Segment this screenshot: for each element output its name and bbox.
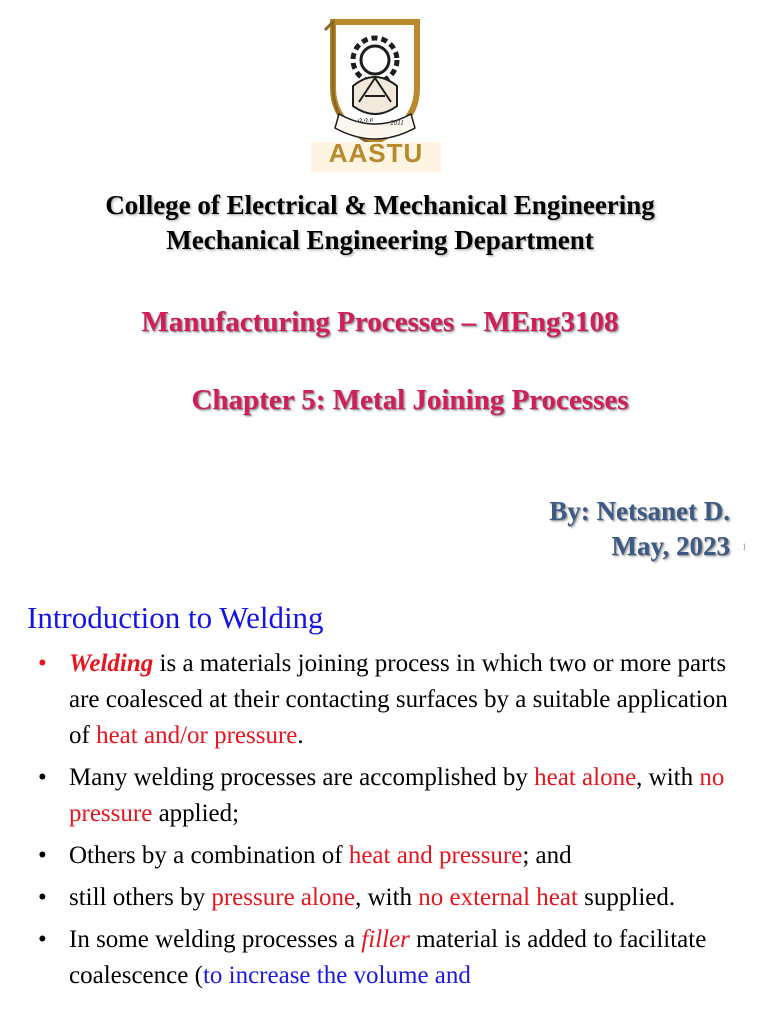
bullet-text: , with [355, 884, 419, 911]
highlight-text: no pressure [69, 764, 725, 827]
term: Welding [69, 650, 154, 677]
bullet-text: Many welding processes are accomplished by [69, 764, 535, 791]
slide-title: Introduction to Welding [27, 600, 324, 635]
bullet-marker: • [38, 884, 47, 911]
highlight-text: pressure alone [211, 884, 356, 911]
bullet-item [0, 880, 768, 916]
bullet-list [0, 646, 768, 1000]
highlight-text: no external heat [418, 884, 578, 911]
bullet-marker: • [38, 764, 47, 791]
logo-initials: ሳ.ሳ.ዩ [357, 116, 373, 124]
bullet-marker: • [38, 842, 47, 869]
intro-slide [0, 588, 768, 1024]
blue-text: to increase the volume and [202, 962, 471, 989]
college-name: College of Electrical & Mechanical Engineering [105, 190, 655, 220]
bullet-item [0, 838, 768, 874]
course-title: Manufacturing Processes – MEng3108 [141, 306, 619, 338]
bullet-marker: • [38, 926, 47, 953]
bullet-text: In some welding processes a [69, 926, 362, 953]
bullet-item [0, 922, 768, 994]
bullet-item [0, 760, 768, 832]
bullet-text: ; and [522, 842, 572, 869]
highlight-text: heat and/or pressure [96, 722, 298, 749]
department-name: Mechanical Engineering Department [166, 225, 594, 255]
bullet-text: , with [636, 764, 700, 791]
bullet-text: supplied. [577, 884, 676, 911]
bullet-text: Others by a combination of [69, 842, 349, 869]
bullet-item [0, 646, 768, 754]
highlight-text: filler [361, 926, 410, 953]
logo-year: 2011 [390, 119, 404, 127]
author-name: By: Netsanet D. [549, 496, 730, 526]
highlight-text: heat and pressure [348, 842, 523, 869]
aastu-logo [305, 16, 447, 184]
bullet-text: still others by [69, 884, 212, 911]
highlight-text: heat alone [534, 764, 637, 791]
chapter-title: Chapter 5: Metal Joining Processes [191, 384, 629, 416]
bullet-text: applied; [152, 800, 240, 827]
bullet-text: . [297, 722, 304, 749]
logo-wordmark: AASTU [328, 138, 424, 168]
presentation-date: May, 2023 [611, 531, 730, 561]
bullet-text: is a materials joining process in which two or more parts are coalesced at their contacting surfaces by a suitable application of [69, 650, 728, 749]
bullet-text: material is added to facilitate coalescence ( [69, 926, 707, 989]
slide-number: 1 [742, 542, 747, 552]
bullet-marker: • [38, 650, 47, 677]
